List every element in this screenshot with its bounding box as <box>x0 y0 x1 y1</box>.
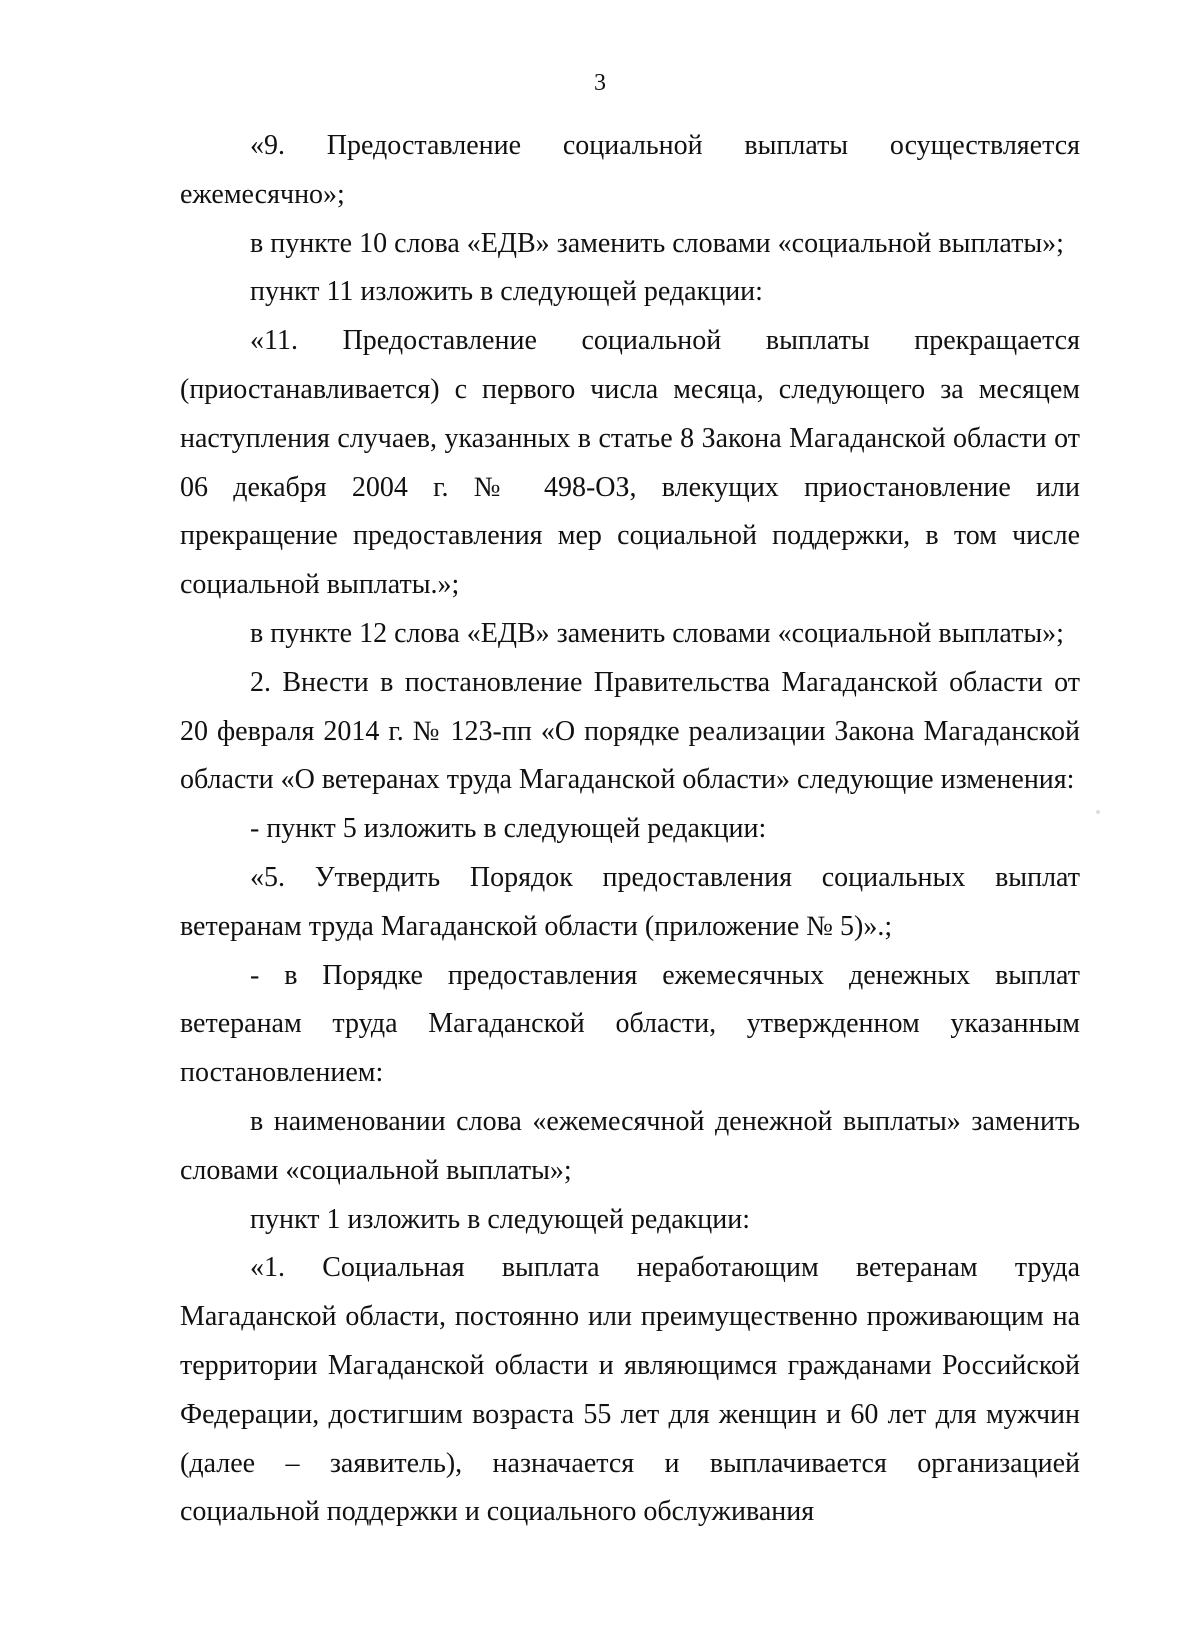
paragraph-item-11-intro: пункт 11 изложить в следующей редакции: <box>250 276 763 308</box>
paragraph-procedure-amendment: - в Порядке предоставления ежемесячных денежных выплат ветеранам труда Магаданской области, утвержденном указанным постановлением: <box>180 959 1080 1089</box>
paragraph-item-9: «9. Предоставление социальной выплаты осуществляется ежемесячно»; <box>180 130 1080 210</box>
page-number: 3 <box>594 70 606 96</box>
paragraph-item-1: «1. Социальная выплата неработающим ветеранам труда Магаданской области, постоянно или преимущественно проживающим на территории Магаданской области и являющимся гражданами Российской Федерации, достигшим возраста 55 лет для женщин и 60 лет для мужчин (далее – заявитель), назначается и выплачивается организацией социальной поддержки и социального обслуживания <box>180 1252 1080 1528</box>
paragraph-item-12-amendment: в пункте 12 слова «ЕДВ» заменить словами «социальной выплаты»; <box>250 617 1064 649</box>
paragraph-item-11: «11. Предоставление социальной выплаты прекращается (приостанавливается) с первого числа месяца, следующего за месяцем наступления случаев, указанных в статье 8 Закона Магаданской области от 06 декабря 2004 г. № 498-ОЗ, влекущих приостановление или прекращение предоставления мер социальной поддержки, в том числе социальной выплаты.»; <box>180 325 1080 601</box>
paragraph-item-5: «5. Утвердить Порядок предоставления социальных выплат ветеранам труда Магаданской области (приложение № 5)».; <box>180 861 1080 942</box>
paragraph-item-10-amendment: в пункте 10 слова «ЕДВ» заменить словами «социальной выплаты»; <box>250 227 1064 259</box>
scan-speck <box>1096 810 1100 814</box>
document-body <box>180 122 1080 1537</box>
paragraph-title-amendment: в наименовании слова «ежемесячной денежной выплаты» заменить словами «социальной выплаты»; <box>180 1105 1080 1186</box>
paragraph-section-2: 2. Внести в постановление Правительства Магаданской области от 20 февраля 2014 г. № 123-пп «О порядке реализации Закона Магаданской области «О ветеранах труда Магаданской области» следующие изменения: <box>180 666 1080 796</box>
paragraph-item-5-intro: - пункт 5 изложить в следующей редакции: <box>250 813 767 845</box>
paragraph-item-1-intro: пункт 1 изложить в следующей редакции: <box>250 1203 750 1235</box>
